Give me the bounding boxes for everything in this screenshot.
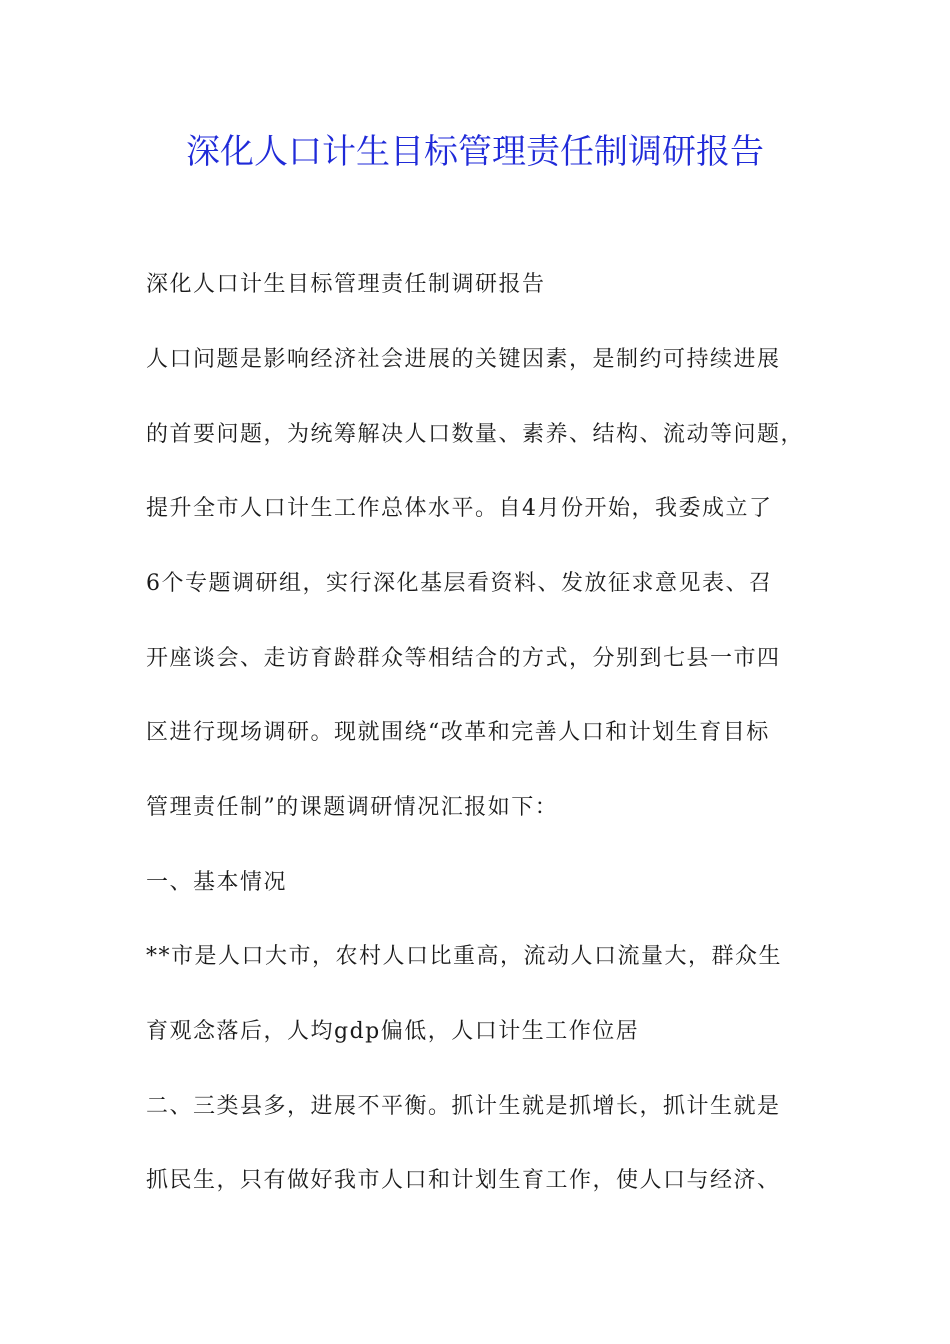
paragraph-line: 的首要问题，为统筹解决人口数量、素养、结构、流动等问题， [146, 422, 805, 447]
body-subtitle: 深化人口计生目标管理责任制调研报告 [146, 272, 546, 297]
section-heading: 一、基本情况 [146, 870, 288, 895]
paragraph-line: **市是人口大市，农村人口比重高，流动人口流量大，群众生 [146, 944, 783, 969]
paragraph-line: 人口问题是影响经济社会进展的关键因素，是制约可持续进展 [146, 347, 781, 372]
paragraph-line: 管理责任制”的课题调研情况汇报如下： [146, 795, 559, 820]
paragraph-line: 育观念落后，人均gdp偏低，人口计生工作位居 [146, 1019, 640, 1044]
paragraph-line: 开座谈会、走访育龄群众等相结合的方式，分别到七县一市四 [146, 646, 781, 671]
paragraph-line: 二、三类县多，进展不平衡。抓计生就是抓增长，抓计生就是 [146, 1094, 781, 1119]
paragraph-line: 6个专题调研组，实行深化基层看资料、发放征求意见表、召 [146, 571, 773, 596]
paragraph-line: 抓民生，只有做好我市人口和计划生育工作，使人口与经济、 [146, 1168, 781, 1193]
paragraph-line: 区进行现场调研。现就围绕“改革和完善人口和计划生育目标 [146, 720, 770, 745]
document-title: 深化人口计生目标管理责任制调研报告 [186, 132, 764, 172]
paragraph-line: 提升全市人口计生工作总体水平。自4月份开始，我委成立了 [146, 496, 773, 521]
